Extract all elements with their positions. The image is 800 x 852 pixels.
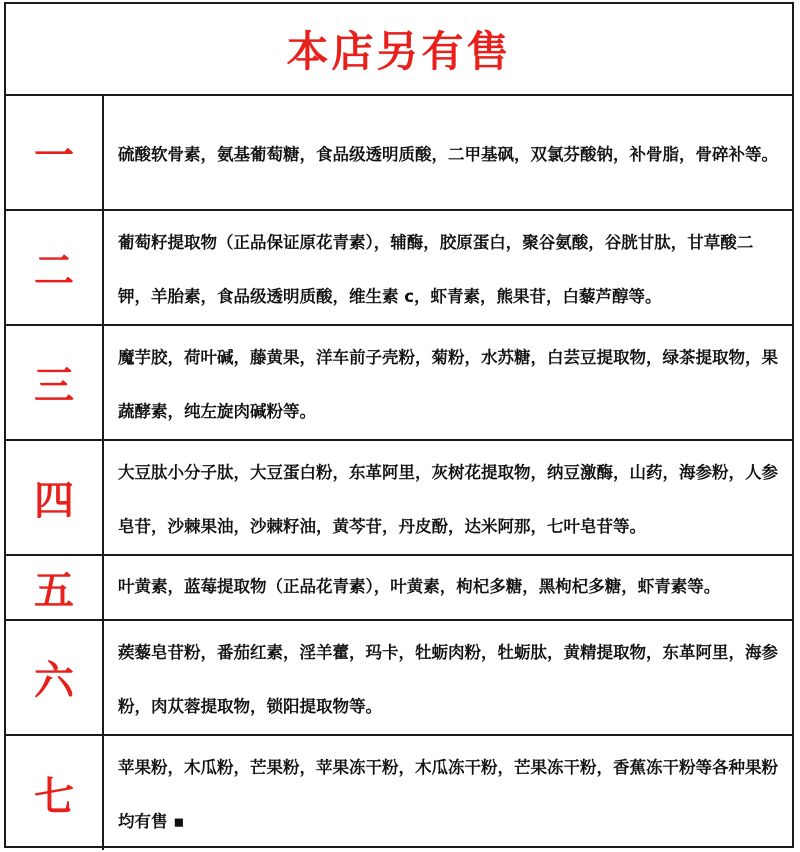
table-row [6,326,792,441]
title-row [6,4,792,96]
row-text: 叶黄素，蓝莓提取物（正品花青素），叶黄素，枸杞多糖，黑枸杞多糖，虾青素等。 [118,576,721,596]
row-number: 一 [6,96,104,209]
row-number: 二 [6,211,104,324]
table-row [6,441,792,556]
row-text-cell [104,556,792,619]
table-row [6,211,792,326]
table-row [6,621,792,736]
row-number: 五 [6,556,104,619]
row-text-cell [104,96,792,209]
row-text-cell [104,621,792,734]
row-number: 三 [6,326,104,439]
row-text-cell [104,736,792,850]
table-row [6,556,792,621]
row-text: 大豆肽小分子肽，大豆蛋白粉，东革阿里，灰树花提取物，纳豆激酶，山药，海参粉，人参皂苷，沙棘果油，沙棘籽油，黄芩苷，丹皮酚，达米阿那，七叶皂苷等。 [118,462,778,536]
row-text-cell [104,326,792,439]
row-text: 蒺藜皂苷粉，番茄红素，淫羊藿，玛卡，牡蛎肉粉，牡蛎肽，黄精提取物，东革阿里，海参粉，肉苁蓉提取物，锁阳提取物等。 [118,642,778,716]
table-row [6,96,792,211]
row-text: 苹果粉，木瓜粉，芒果粉，苹果冻干粉，木瓜冻干粉，芒果冻干粉，香蕉冻干粉等各种果粉均有售 ▪ [118,758,778,831]
row-number: 六 [6,621,104,734]
row-number: 四 [6,441,104,554]
row-text: 葡萄籽提取物（正品保证原花青素），辅酶，胶原蛋白，聚谷氨酸，谷胱甘肽，甘草酸二钾，羊胎素，食品级透明质酸，维生素 c，虾青素，熊果苷，白藜芦醇等。 [118,232,754,306]
row-text-cell [104,441,792,554]
row-text: 硫酸软骨素，氨基葡萄糖，食品级透明质酸，二甲基砜，双氯芬酸钠，补骨脂，骨碎补等。 [118,144,778,164]
row-number: 七 [6,736,104,850]
row-text: 魔芋胶，荷叶碱，藤黄果，洋车前子壳粉，菊粉，水苏糖，白芸豆提取物，绿茶提取物，果蔬酵素，纯左旋肉碱粉等。 [118,347,778,421]
page-title: 本店另有售 [286,27,512,76]
row-text-cell [104,211,792,324]
product-list-table [4,2,794,848]
table-row [6,736,792,850]
